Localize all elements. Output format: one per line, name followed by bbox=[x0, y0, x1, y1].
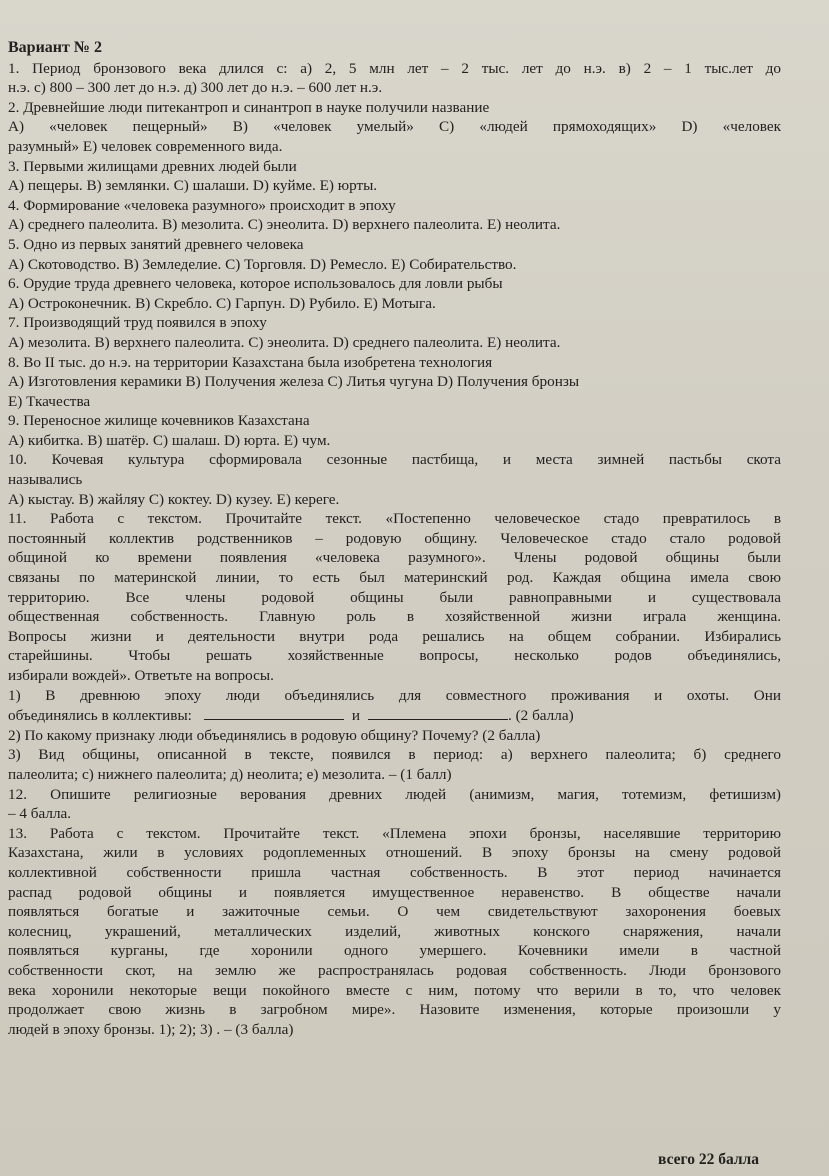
text-line: общественная собственность. Главную роль в хозяйственной жизни играла женщина. bbox=[8, 608, 781, 626]
text-line: постоянный коллектив родственников – родовую общину. Человеческое стадо стало родовой bbox=[8, 529, 781, 547]
text-line: 6. Орудие труда древнего человека, которое использовалось для ловли рыбы bbox=[8, 275, 503, 293]
text-line: 3) Вид общины, описанной в тексте, появился в период: а) верхнего палеолита; б) среднего bbox=[8, 746, 781, 764]
text-line: палеолита; с) нижнего палеолита; д) неолита; е) мезолита. – (1 балл) bbox=[8, 765, 452, 783]
text-line: объединялись в коллективы: и . (2 балла) bbox=[8, 707, 574, 725]
text-line: общиной ко времени появления «человека разумного». Члены родовой общины были bbox=[8, 549, 781, 567]
text-line: A) Скотоводство. B) Земледелие. C) Торговля. D) Ремесло. E) Собирательство. bbox=[8, 255, 517, 273]
text-line: 13. Работа с текстом. Прочитайте текст. «Племена эпохи бронзы, населявшие территорию bbox=[8, 824, 781, 842]
text-line: разумный» E) человек современного вида. bbox=[8, 137, 283, 155]
text-line: A) Остроконечник. B) Скребло. C) Гарпун. D) Рубило. E) Мотыга. bbox=[8, 294, 436, 312]
text-line: 8. Во II тыс. до н.э. на территории Казахстана была изобретена технология bbox=[8, 353, 493, 371]
text-line: 12. Опишите религиозные верования древних людей (анимизм, магия, тотемизм, фетишизм) bbox=[8, 785, 781, 803]
text-line: A) пещеры. B) землянки. C) шалаши. D) куйме. E) юрты. bbox=[8, 177, 378, 195]
total-score: всего 22 балла bbox=[658, 1151, 759, 1169]
text-line: 3. Первыми жилищами древних людей были bbox=[8, 157, 297, 175]
text-line: старейшины. Чтобы решать хозяйственные вопросы, несколько родов объединялись, bbox=[8, 647, 781, 665]
text-line: 10. Кочевая культура сформировала сезонные пастбища, и места зимней пастьбы скота bbox=[8, 451, 781, 469]
text-line: 2. Древнейшие люди питекантроп и синантроп в науке получили название bbox=[8, 98, 490, 116]
text-line: 1) В древнюю эпоху люди объединялись для совместного проживания и охоты. Они bbox=[8, 686, 781, 704]
text-line: A) кыстау. B) жайляу C) коктеу. D) кузеу. E) кереге. bbox=[8, 490, 340, 508]
text-line: Вопросы жизни и деятельности внутри рода решались на общем собрании. Избирались bbox=[8, 627, 781, 645]
text-line: A) кибитка. B) шатёр. C) шалаш. D) юрта. E) чум. bbox=[8, 431, 331, 449]
text-line: A) Изготовления керамики B) Получения железа C) Литья чугуна D) Получения бронзы bbox=[8, 373, 580, 391]
text-line: коллективной собственности пришла частная собственность. В этот период начинается bbox=[8, 863, 781, 881]
text-line: распад родовой общины и появляется имущественное неравенство. В обществе начали bbox=[8, 883, 781, 901]
text-line: связаны по материнской линии, то есть был материнский род. Каждая община имела свою bbox=[8, 569, 781, 587]
text-line: A) среднего палеолита. B) мезолита. C) энеолита. D) верхнего палеолита. E) неолита. bbox=[8, 216, 561, 234]
text-line: людей в эпоху бронзы. 1); 2); 3) . – (3 балла) bbox=[8, 1020, 294, 1038]
text-line: 11. Работа с текстом. Прочитайте текст. «Постепенно человеческое стадо превратилось в bbox=[8, 510, 781, 528]
text-line: назывались bbox=[8, 471, 83, 489]
text-line: 1. Период бронзового века длился с: а) 2, 5 млн лет – 2 тыс. лет до н.э. в) 2 – 1 тыс.лет до bbox=[8, 59, 781, 77]
text-line: 4. Формирование «человека разумного» происходит в эпоху bbox=[8, 196, 396, 214]
answer-blank[interactable] bbox=[368, 705, 508, 720]
variant-title: Вариант № 2 bbox=[8, 39, 102, 56]
text-line: 5. Одно из первых занятий древнего человека bbox=[8, 235, 304, 253]
text-line: 7. Производящий труд появился в эпоху bbox=[8, 314, 267, 332]
text-line: колесниц, украшений, металлических изделий, животных конского снаряжения, начали bbox=[8, 922, 781, 940]
text-line: продолжает свою жизнь в загробном мире». Назовите изменения, которые произошли у bbox=[8, 1001, 781, 1019]
text-line: н.э. с) 800 – 300 лет до н.э. д) 300 лет до н.э. – 600 лет н.э. bbox=[8, 79, 383, 97]
text-line: территорию. Все члены родовой общины были равноправными и существовала bbox=[8, 588, 781, 606]
text-line: A) мезолита. B) верхнего палеолита. C) энеолита. D) среднего палеолита. E) неолита. bbox=[8, 333, 561, 351]
text-line: 2) По какому признаку люди объединялись в родовую общину? Почему? (2 балла) bbox=[8, 726, 541, 744]
text-line: Казахстана, жили в условиях родоплеменных отношений. В эпоху бронзы на смену родовой bbox=[8, 844, 781, 862]
question-text bbox=[8, 59, 781, 1040]
text-line: собственности скот, на землю же распространялась родовая собственность. Люди бронзового bbox=[8, 961, 781, 979]
text-line: E) Ткачества bbox=[8, 392, 91, 410]
text-line: появляться курганы, где хоронили одного умершего. Кочевники имели в частной bbox=[8, 942, 781, 960]
text-line: – 4 балла. bbox=[8, 805, 72, 823]
text-line: избирали вождей». Ответьте на вопросы. bbox=[8, 667, 274, 684]
text-line: века хоронили некоторые вещи покойного вместе с ним, потому что верили в то, что человек bbox=[8, 981, 781, 999]
text-line: A) «человек пещерный» B) «человек умелый» C) «людей прямоходящих» D) «человек bbox=[8, 118, 781, 136]
text-line: появляться богатые и зажиточные семьи. О чем свидетельствуют захоронения боевых bbox=[8, 903, 781, 921]
answer-blank[interactable] bbox=[204, 705, 344, 720]
text-line: 9. Переносное жилище кочевников Казахстана bbox=[8, 412, 310, 430]
